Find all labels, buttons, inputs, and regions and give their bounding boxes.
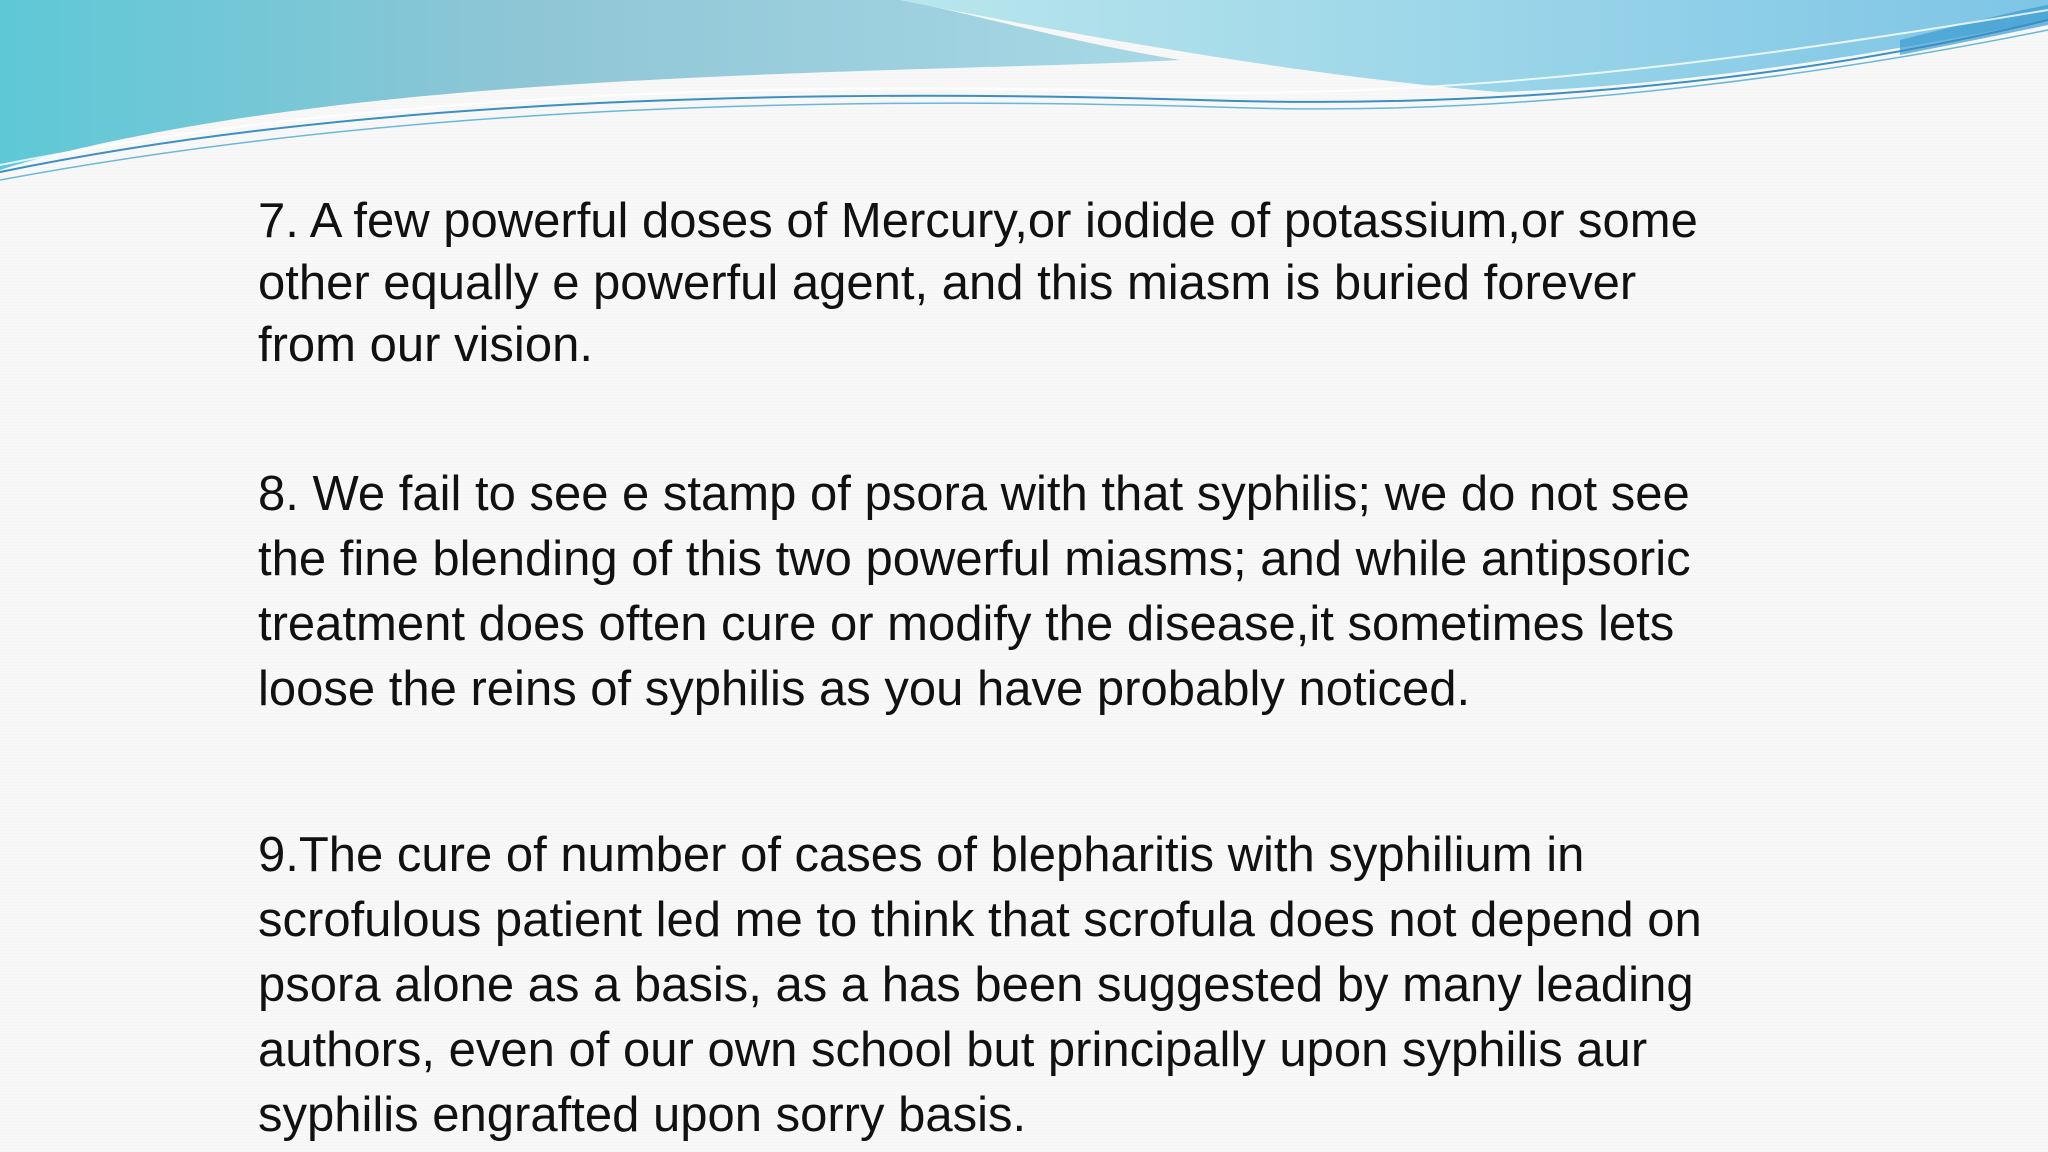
paragraph-8: 8. We fail to see e stamp of psora with that syphilis; we do not see the fine blending of this two powerful miasms; and while antipsoric treatment does often cure or modify the disease,it sometimes lets loose the reins of syphilis as you have probably noticed.	[258, 467, 1691, 716]
paragraph-7: 7. A few powerful doses of Mercury,or iodide of potassium,or some other equally e powerful agent, and this miasm is buried forever from our vision.	[258, 194, 1698, 372]
paragraph-9: 9.The cure of number of cases of blepharitis with syphilium in scrofulous patient led me to think that scrofula does not depend on psora alone as a basis, as a has been suggested by many leading authors, even of our own school but principally upon syphilis aur syphilis engrafted upon sorry basis.	[258, 828, 1702, 1142]
header-wave-decoration	[0, 0, 2048, 200]
